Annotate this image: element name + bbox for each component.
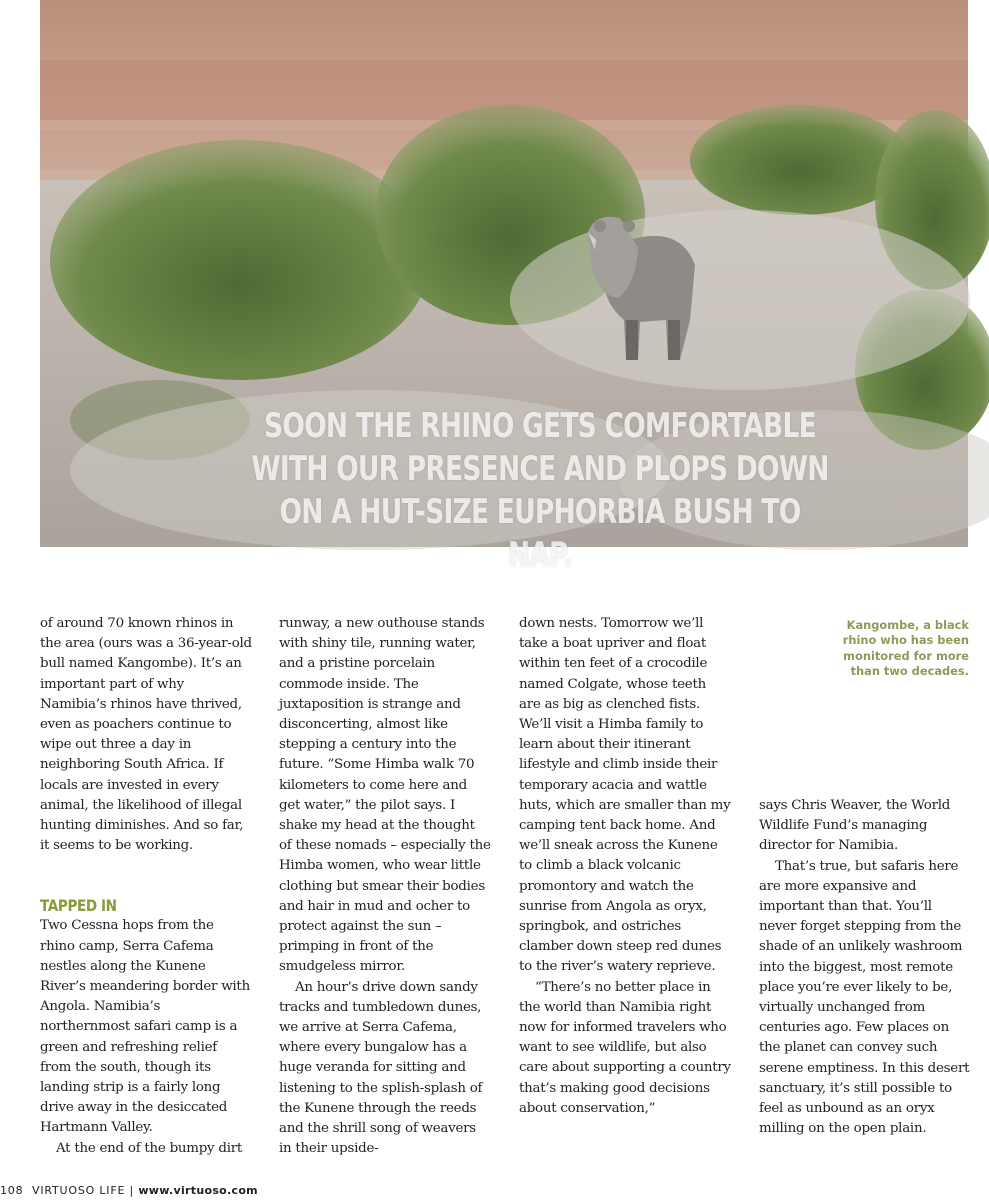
text-column-4 (759, 796, 971, 1139)
section-subhead: TAPPED IN (40, 896, 117, 916)
paragraph: An hour’s drive down sandy tracks and tumbledown dunes, we arrive at Serra Cafema, where every bungalow has a huge veranda for sitting and listening to the splish-splash of the Kunene through the reeds and the shrill song of weavers in their upside- (279, 979, 483, 1157)
text-column-1 (40, 614, 252, 1159)
footer-separator: | (129, 1184, 135, 1197)
paragraph: At the end of the bumpy dirt (56, 1140, 243, 1156)
paragraph: That’s true, but safaris here are more expansive and important than that. You’ll never forget stepping from the shade of an unlikely washroom into the biggest, most remote place you’re ever likely to be, virtually unchanged from centuries ago. Few places on the planet can convey such serene emptiness. In this desert sanctuary, it’s still possible to feel as unbound as an oryx milling on the open plain. (759, 858, 970, 1137)
pull-quote: SOON THE RHINO GETS COMFORTABLE WITH OUR PRESENCE AND PLOPS DOWN ON A HUT-SIZE EUPHORBIA BUSH TO NAP. (251, 406, 829, 575)
page-number: 108 (0, 1184, 24, 1197)
text-column-3 (519, 614, 731, 1119)
paragraph: says Chris Weaver, the World Wildlife Fund’s managing director for Namibia. (759, 798, 951, 854)
paragraph: “There’s no better place in the world than Namibia right now for informed travelers who want to see wildlife, but also care about supporting a country that’s making good decisions about conservation,” (519, 979, 731, 1116)
website-link[interactable]: www.virtuoso.com (138, 1184, 258, 1197)
page-footer (0, 1184, 258, 1197)
magazine-name: VIRTUOSO LIFE (32, 1184, 126, 1197)
rhino-photo (40, 0, 968, 575)
paragraph: Two Cessna hops from the rhino camp, Serra Cafema nestles along the Kunene River’s meandering border with Angola. Namibia’s northernmost safari camp is a green and refreshing relief from the south, though its landing strip is a fairly long drive away in the desiccated Hartmann Valley. (40, 918, 250, 1136)
text-column-2 (279, 614, 491, 1159)
paragraph: of around 70 known rhinos in the area (ours was a 36-year-old bull named Kangombe). It’s an important part of why Namibia’s rhinos have thrived, even as poachers continue to wipe out three a day in neighboring South Africa. If locals are invested in every animal, the likelihood of illegal hunting diminishes. And so far, it seems to be working. (40, 616, 252, 854)
photo-caption: Kangombe, a black rhino who has been monitored for more than two decades. (842, 618, 969, 679)
paragraph: down nests. Tomorrow we’ll take a boat upriver and float within ten feet of a crocodile named Colgate, whose teeth are as big as clenched fists. We’ll visit a Himba family to learn about their itinerant lifestyle and climb inside their temporary acacia and wattle huts, which are smaller than my camping tent back home. And we’ll sneak across the Kunene to climb a black volcanic promontory and watch the sunrise from Angola as oryx, springbok, and ostriches clamber down steep red dunes to the river’s watery reprieve. (519, 616, 731, 975)
paragraph: runway, a new outhouse stands with shiny tile, running water, and a pristine porcelain commode inside. The juxtaposition is strange and disconcerting, almost like stepping a century into the future. “Some Himba walk 70 kilometers to come here and get water,” the pilot says. I shake my head at the thought of these nomads – especially the Himba women, who wear little clothing but smear their bodies and hair in mud and ocher to protect against the sun – primping in front of the smudgeless mirror. (279, 616, 491, 975)
